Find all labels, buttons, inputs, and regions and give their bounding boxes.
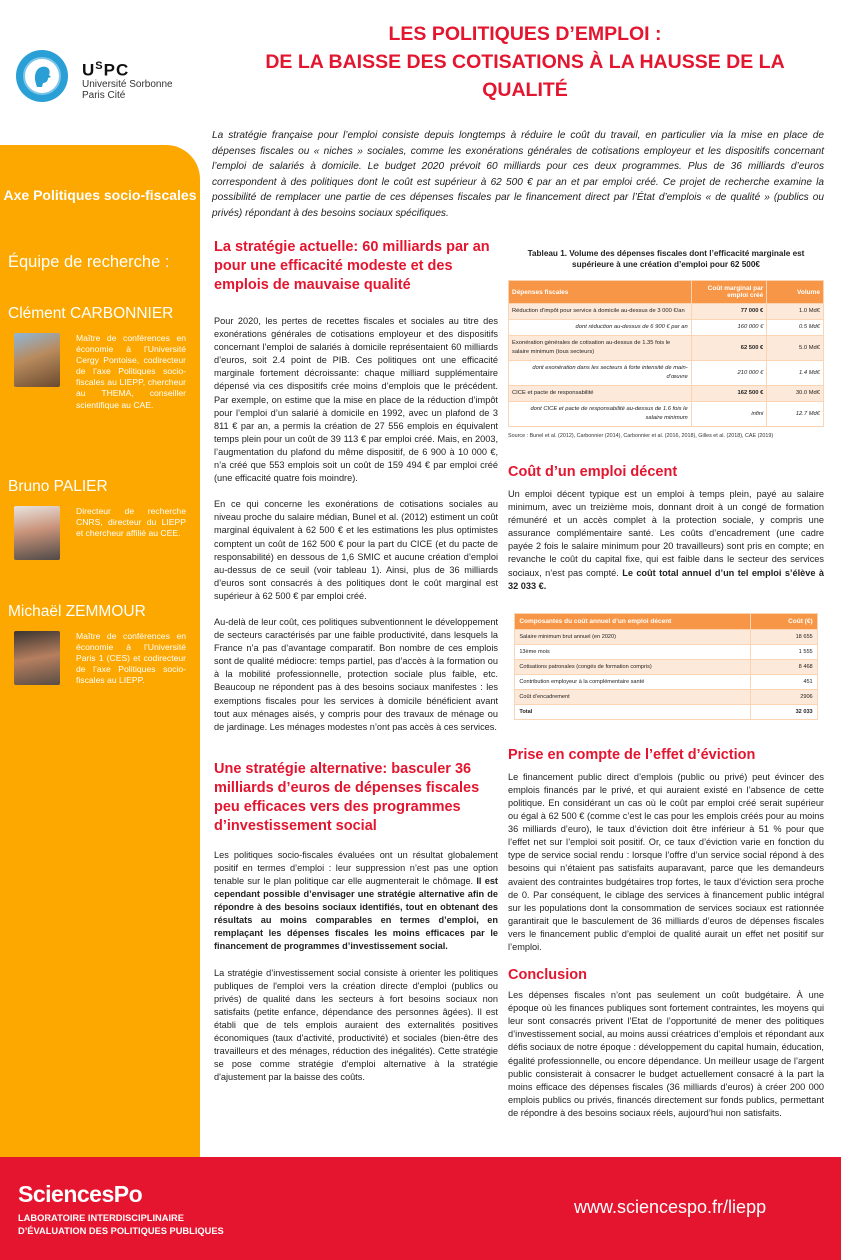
column-header: Coût marginal par emploi créé	[691, 281, 767, 304]
marianne-profile-icon	[23, 57, 61, 95]
table-row	[509, 386, 824, 402]
member-photo	[14, 631, 60, 685]
lab-line-1: LABORATOIRE INTERDISCIPLINAIRE	[18, 1213, 184, 1223]
cell-label: Total	[515, 704, 751, 719]
cell-cost: 62 500 €	[691, 336, 767, 361]
section-title-alternative-strategy: Une stratégie alternative: basculer 36 milliards d’euros de dépenses fiscales peu efficaces vers des programmes d’investissement social	[214, 760, 480, 834]
section-title-conclusion: Conclusion	[508, 967, 587, 984]
paragraph-part: Un emploi décent typique est un emploi à temps plein, payé au salaire minimum, avec un treizième mois, donnant droit à un congé de formation rémunéré et un accès complet à la protection sociale, y compris une assurance complémentaire santé. Les coûts d’encadrement (une cadre payée 2 fois le salaire minimum pour 20 travailleurs) sont pris en compte; en revanche le coût du capital fixe, qui est faible dans le secteur des services sociaux, n’est pas compté.	[508, 489, 824, 578]
table-fiscal-expenditures	[508, 280, 824, 427]
paragraph: En ce qui concerne les exonérations de cotisations sociales au niveau proche du salaire médian, Bunel et al. (2012) estiment un coût marginal équivalent à 62 500 € et les estimations les plus optimistes comptent un coût de 162 500 € pour la part du CICE (et du pacte de responsabilité) en dessous de 1,6 SMIC et aucune création d’emploi au-dessus de ce seuil (voir tableau 1). Ainsi, plus de 36 milliards d’euros sont consacrés à des politiques dont le coût marginal est supérieur à 62 500 € par emploi créé.	[214, 499, 498, 601]
table-row	[515, 674, 817, 689]
title-line-1: LES POLITIQUES D’EMPLOI :	[388, 23, 662, 45]
cell-value: 18 655	[751, 629, 818, 644]
paragraph: Pour 2020, les pertes de recettes fiscales et sociales au titre des exonérations générales de cotisations employeur et des dispositifs concernant l’emploi de salariés à domicile représentaient 60 milliards d’euros, soit 2.4 point de PIB. Ces politiques ont une efficacité marginale fortement décroissante: chaque milliard supplémentaire dépensé via ces dispositifs crée moins d’emplois que le précédent. Par exemple, on estime que la mise en place de la réduction d’impôt pour l’emploi d’un salarié à domicile en 1992, avec un plafond de 3 811 € par an, a permis la création de 27 556 emplois en équivalent temps plein pour un coût de 39 113 € par emploi créé. Mais, en 2003, l’augmentation du plafond du même dispositif, de 6 900 à 10 000 €, n’a créé que 553 emplois soit un coût de 159 494 € par emploi créé (une efficacité quatre fois moindre).	[214, 316, 498, 484]
paragraph-part: Les politiques socio-fiscales évaluées ont un résultat globalement positif en termes d’emploi : leur suppression n’est pas une option tenable sur le plan politique car elle augmenterait le chômage.	[214, 849, 498, 886]
section-title-decent-job-cost: Coût d’un emploi décent	[508, 464, 678, 480]
member-name: Michaël ZEMMOUR	[8, 603, 146, 620]
lab-name	[18, 1212, 224, 1238]
paragraph-bold: Le coût total annuel d’un tel emploi s’élève à 32 033 €.	[508, 567, 824, 591]
section-title-current-strategy: La stratégie actuelle: 60 milliards par an pour une efficacité modeste et des emplois de mauvaise qualité	[214, 239, 490, 293]
uspc-mark: $U^SPC$	[82, 60, 130, 80]
right-column	[508, 248, 824, 1120]
cell-value: 1 555	[751, 644, 818, 659]
member-bio: Maître de conférences en économie à l’Université Cergy Pontoise, codirecteur de l’axe Politiques socio-fiscales au LIEPP, chercheur au THEMA, conseiller scientifique au CAE.	[76, 333, 186, 410]
research-team-sidebar	[0, 145, 200, 1157]
paragraph	[508, 488, 824, 593]
paragraph: La stratégie d’investissement social consiste à orienter les politiques publiques de l'emploi vers la création directe d'emploi (publics ou privés) de qualité dans les secteurs à fort besoins sociaux non satisfaits (petite enfance, dépendance des personnes âgées). Il est établi que de tels emplois auraient des externalités positives économiques (taux d'activité, productivité) et sociales (bien-être des travailleurs et des ménages, réduction des inégalités). Cette stratégie se pose comme stratégie d'emploi alternative à la stratégie d'ajustement par la baisse des coûts.	[214, 967, 498, 1083]
paragraph: Au-delà de leur coût, ces politiques subventionnent le développement de secteurs caractérisés par une faible productivité, dans lesquels la France n’a pas d’avantage comparatif. Bon nombre de ces emplois sont de qualité médiocre: temps partiel, pas d’accès à la formation ou à la mobilité professionnelle, protection sociale plus faible, etc. Beaucoup ne répondent pas à des besoins sociaux manifestes : les exemptions fiscales pour les services à domicile bénéficient avant tout aux ménages aisés, y compris pour des travaux de ménage ou de jardinage. Les ménages modestes n’ont pas accès à ces services.	[214, 616, 498, 732]
cell-value: 451	[751, 674, 818, 689]
title-line-2: DE LA BAISSE DES COTISATIONS À LA HAUSSE DE LA	[265, 51, 785, 73]
table-total-row	[515, 704, 817, 719]
cell-volume: 5.0 Md€	[767, 336, 824, 361]
cell-cost: 77 000 €	[691, 304, 767, 320]
cell-label: dont exonération dans les secteurs à forte intensité de main-d’œuvre	[509, 361, 692, 386]
cell-label: CICE et pacte de responsabilité	[509, 386, 692, 402]
cell-volume: 1.0 Md€	[767, 304, 824, 320]
paragraph	[214, 849, 498, 954]
table1-title: Tableau 1. Volume des dépenses fiscales dont l’efficacité marginale est supérieure à une création d’emploi pour 62 500€	[527, 249, 805, 269]
cell-label: Exonération générales de cotisation au-dessus de 1.35 fois le salaire minimum (tous secteurs)	[509, 336, 692, 361]
paragraph-bold: Il est cependant possible d’envisager une stratégie alternative afin de répondre à des besoins sociaux identifiés, tout en obtenant des résultats au moins comparables en termes d’emploi, en remplaçant les dépenses fiscales les moins efficaces par le financement de programmes d’investissement social.	[214, 876, 498, 952]
member-bio: Maître de conférences en économie à l’Université Paris 1 (CES) et codirecteur de l’axe Politiques socio-fiscales au LIEPP.	[76, 631, 186, 686]
cell-label: Contribution employeur à la complémentaire santé	[515, 674, 751, 689]
paragraph: Les dépenses fiscales n’ont pas seulement un coût budgétaire. À une époque où les finances publiques sont fortement contraintes, les moyens qui leur sont consacrés privent l’Etat de l’opportunité de mener des politiques d’investissement social, au moins aussi créatrices d’emplois et répondant aux défis sociaux de notre époque : développement du capital humain, éducation, égalité professionnelle, ou encore dépendance. Un meilleur usage de l’argent public consisterait à consacrer le budget actuellement consacré à la part la moins efficace des dépenses fiscales (36 milliards d’euros) à créer 200 000 emplois publics ou privés, financés directement sur fonds publics, permettant de répondre à des besoins sociaux réels, aujourd’hui non satisfaits.	[508, 990, 824, 1118]
uspc-logo	[82, 58, 173, 101]
cell-label: Salaire minimum brut annuel (en 2020)	[515, 629, 751, 644]
poster-title	[230, 20, 820, 104]
intro-abstract: La stratégie française pour l’emploi consiste depuis longtemps à réduire le coût du travail, en particulier via la mise en place de dépenses fiscales ou « niches » sociales, comme les exonérations générales de cotisations employeur et les dispositifs concernant l’emploi de salariés à domicile. Le budget 2020 prévoit 60 milliards pour ces deux programmes. Plus de 36 milliards d’euros correspondent à des politiques dont le coût est supérieur à 62 500 € par an et par emploi créé. Ce projet de recherche examine la possibilité de remplacer une partie de ces dépenses fiscales par le financement direct par l’État d’emplois « de qualité » (publics ou privés) répondant à des besoins sociaux spécifiques.	[212, 130, 824, 219]
cell-label: dont CICE et pacte de responsabilité au-dessus de 1.6 fois le salaire minimum	[509, 402, 692, 427]
table-row	[515, 689, 817, 704]
poster-footer	[0, 1157, 841, 1260]
member-bio: Directeur de recherche CNRS, directeur du LIEPP et chercheur affilié au CEE.	[76, 506, 186, 539]
table-row	[509, 361, 824, 386]
cell-label: 13ème mois	[515, 644, 751, 659]
team-title: Équipe de recherche :	[8, 253, 170, 271]
table-row	[509, 320, 824, 336]
cell-cost: 160 000 €	[691, 320, 767, 336]
member-photo	[14, 506, 60, 560]
website-link[interactable]: www.sciencespo.fr/liepp	[574, 1197, 767, 1217]
cell-volume: 0.5 Md€	[767, 320, 824, 336]
column-header: Coût (€)	[751, 613, 818, 629]
table-row	[515, 629, 817, 644]
section-title-crowding-out: Prise en compte de l’effet d’éviction	[508, 746, 756, 763]
cell-label: Coût d’encadrement	[515, 689, 751, 704]
cell-value: 2906	[751, 689, 818, 704]
lab-line-2: D’ÉVALUATION DES POLITIQUES PUBLIQUES	[18, 1226, 224, 1236]
table-row	[515, 644, 817, 659]
investissements-avenir-logo	[16, 50, 68, 102]
cell-volume: 30.0 Md€	[767, 386, 824, 402]
column-header: Volume	[767, 281, 824, 304]
table-row	[509, 304, 824, 320]
cell-label: dont réduction au-dessus de 6 900 € par an	[509, 320, 692, 336]
member-name: Bruno PALIER	[8, 478, 108, 495]
column-header: Dépenses fiscales	[509, 281, 692, 304]
cell-cost: 162 500 €	[691, 386, 767, 402]
cell-value: 32 033	[751, 704, 818, 719]
column-header: Composantes du coût annuel d’un emploi décent	[515, 613, 751, 629]
cell-cost: infini	[691, 402, 767, 427]
cell-volume: 1.4 Md€	[767, 361, 824, 386]
member-photo	[14, 333, 60, 387]
cell-value: 8 468	[751, 659, 818, 674]
poster-header	[0, 0, 841, 120]
cell-label: Cotisations patronales (congés de formation compris)	[515, 659, 751, 674]
member-name: Clément CARBONNIER	[8, 305, 174, 322]
table-row	[515, 659, 817, 674]
title-line-3: QUALITÉ	[482, 79, 568, 101]
table-decent-job-cost	[514, 613, 817, 720]
table-row	[509, 402, 824, 427]
sciencespo-logo: SciencesPo	[18, 1181, 143, 1207]
paragraph: Le financement public direct d’emplois (public ou privé) peut évincer des emplois financés par le privé, et qui auraient existé en l’absence de cette politique. En considérant un cas où le coût par emploi créé serait supérieur ou égal à 62 500 € (comme c’est le cas pour les emplois créés pour au moins 36 milliards d’euro), le taux d’éviction doit être inférieur à 51 % pour que l’effet net sur l’emploi soit positif. Or, ce taux d’éviction varie en fonction du type de service social rendu : lorsque l’offre d’un service social répond à des besoins qui n’étaient pas satisfaits auparavant, parce que les demandeurs avaient des contraintes budgétaires trop fortes, le taux d’éviction sera proche de 0. Par conséquent, le ciblage des services à financement public intégral sur les populations dont la consommation de services sociaux est rationnée garantirait que le basculement de 36 milliards d’euros de dépenses fiscales vers le financement public d’emploi de qualité aurait un effet net positif sur l’emploi.	[508, 771, 824, 952]
left-column	[214, 238, 498, 1084]
uspc-line2: Paris Cité	[82, 89, 126, 101]
cell-label: Réduction d’impôt pour service à domicile au-dessus de 3 000 €/an	[509, 304, 692, 320]
uspc-line1: Université Sorbonne	[82, 78, 173, 90]
cell-volume: 12.7 Md€	[767, 402, 824, 427]
table-row	[509, 336, 824, 361]
axe-title: Axe Politiques socio-fiscales	[3, 187, 197, 203]
cell-cost: 210 000 €	[691, 361, 767, 386]
table1-source: Source : Bunel et al. (2012), Carbonnier (2014), Carbonnier et al. (2016, 2018), Gilles et al. (2018), CAE (2019)	[508, 433, 774, 439]
